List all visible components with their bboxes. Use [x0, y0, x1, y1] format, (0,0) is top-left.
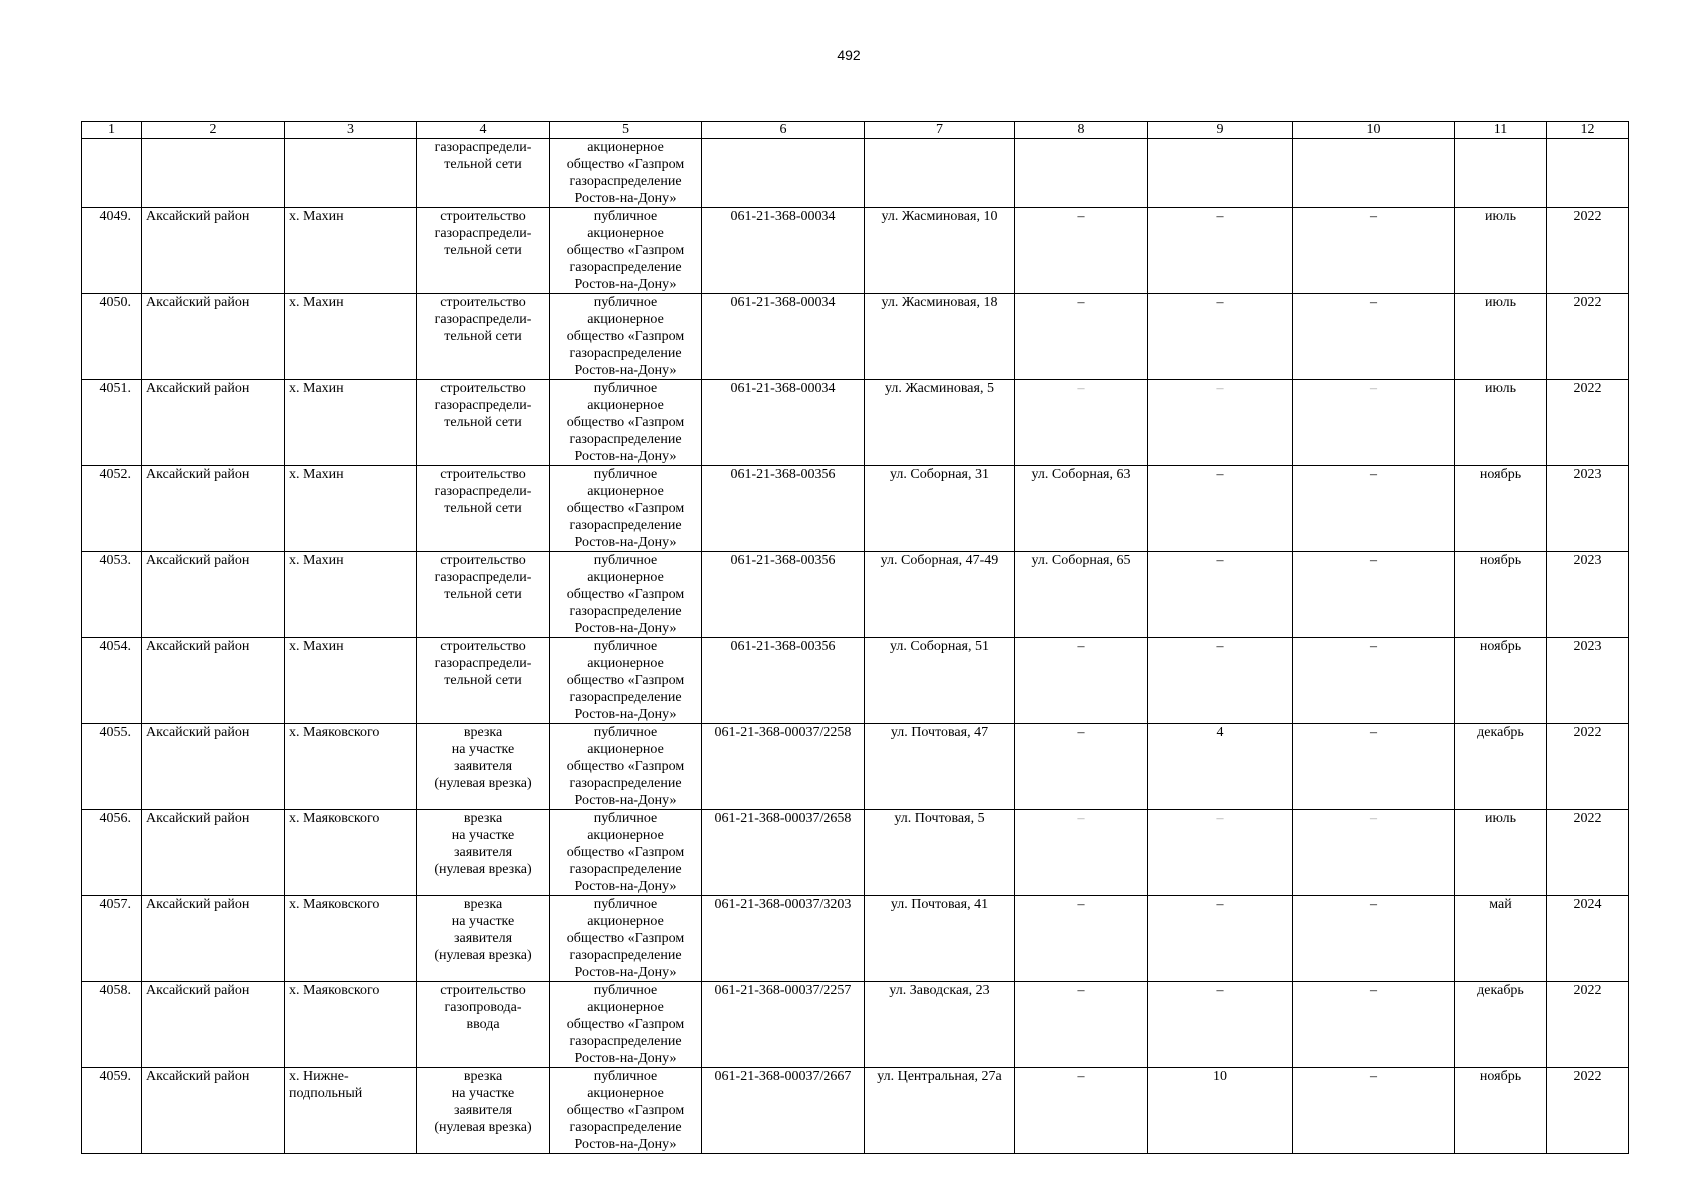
work-type-cell: строительство газораспредели- тельной сети — [417, 466, 550, 552]
count-cell: – — [1148, 896, 1293, 982]
row-number-cell: 4053. — [82, 552, 142, 638]
row-number-cell: 4059. — [82, 1068, 142, 1154]
col-10-cell: – — [1293, 896, 1455, 982]
row-number-cell: 4056. — [82, 810, 142, 896]
month-cell: июль — [1455, 294, 1547, 380]
district-cell: Аксайский район — [142, 466, 285, 552]
settlement-cell: х. Махин — [285, 466, 417, 552]
year-cell: 2022 — [1547, 810, 1629, 896]
contract-number-cell: 061-21-368-00037/2658 — [702, 810, 865, 896]
district-cell: Аксайский район — [142, 724, 285, 810]
contract-number-cell: 061-21-368-00356 — [702, 552, 865, 638]
work-type-cell: строительство газораспредели- тельной сети — [417, 380, 550, 466]
col-10-cell: – — [1293, 552, 1455, 638]
address-cell: ул. Соборная, 31 — [865, 466, 1015, 552]
work-type-cell: врезка на участке заявителя (нулевая врезка) — [417, 810, 550, 896]
table-row — [82, 294, 1629, 380]
col-10-cell: – — [1293, 294, 1455, 380]
count-cell: – — [1148, 810, 1293, 896]
address-cell: ул. Почтовая, 5 — [865, 810, 1015, 896]
settlement-cell: х. Маяковского — [285, 810, 417, 896]
count-cell: – — [1148, 638, 1293, 724]
row-number-cell: 4050. — [82, 294, 142, 380]
district-cell: Аксайский район — [142, 294, 285, 380]
settlement-cell: х. Махин — [285, 638, 417, 724]
address-2-cell: – — [1015, 810, 1148, 896]
continuation-row — [82, 139, 1629, 208]
year-cell: 2022 — [1547, 380, 1629, 466]
settlement-cell: х. Маяковского — [285, 724, 417, 810]
year-cell: 2023 — [1547, 638, 1629, 724]
district-cell: Аксайский район — [142, 552, 285, 638]
table-row — [82, 638, 1629, 724]
table-row — [82, 724, 1629, 810]
month-cell: ноябрь — [1455, 552, 1547, 638]
row-number-cell: 4052. — [82, 466, 142, 552]
col-10-cell: – — [1293, 724, 1455, 810]
count-cell: 10 — [1148, 1068, 1293, 1154]
col-10-cell: – — [1293, 208, 1455, 294]
col-10-cell: – — [1293, 982, 1455, 1068]
organization-cell: публичное акционерное общество «Газпром газораспределение Ростов-на-Дону» — [550, 466, 702, 552]
column-header: 4 — [417, 122, 550, 139]
month-cell: май — [1455, 896, 1547, 982]
address-2-cell: – — [1015, 724, 1148, 810]
column-header: 5 — [550, 122, 702, 139]
table-row — [82, 208, 1629, 294]
column-header: 8 — [1015, 122, 1148, 139]
row-number-cell: 4055. — [82, 724, 142, 810]
row-number-cell: 4054. — [82, 638, 142, 724]
work-type-cell: врезка на участке заявителя (нулевая врезка) — [417, 1068, 550, 1154]
address-2-cell: – — [1015, 208, 1148, 294]
column-header: 10 — [1293, 122, 1455, 139]
organization-cell: публичное акционерное общество «Газпром газораспределение Ростов-на-Дону» — [550, 982, 702, 1068]
contract-number-cell: 061-21-368-00037/2257 — [702, 982, 865, 1068]
column-header: 12 — [1547, 122, 1629, 139]
table-row — [82, 982, 1629, 1068]
organization-cell: публичное акционерное общество «Газпром газораспределение Ростов-на-Дону» — [550, 208, 702, 294]
district-cell: Аксайский район — [142, 638, 285, 724]
month-cell: июль — [1455, 810, 1547, 896]
address-cell: ул. Центральная, 27а — [865, 1068, 1015, 1154]
count-cell: – — [1148, 208, 1293, 294]
contract-number-cell: 061-21-368-00034 — [702, 208, 865, 294]
organization-cell: публичное акционерное общество «Газпром газораспределение Ростов-на-Дону» — [550, 810, 702, 896]
col-10-cell: – — [1293, 380, 1455, 466]
cell — [1148, 139, 1293, 208]
table-row — [82, 552, 1629, 638]
address-2-cell: – — [1015, 896, 1148, 982]
address-cell: ул. Заводская, 23 — [865, 982, 1015, 1068]
work-type-cell: газораспредели- тельной сети — [417, 139, 550, 208]
count-cell: – — [1148, 466, 1293, 552]
year-cell: 2022 — [1547, 724, 1629, 810]
cell — [865, 139, 1015, 208]
column-header: 11 — [1455, 122, 1547, 139]
organization-cell: публичное акционерное общество «Газпром газораспределение Ростов-на-Дону» — [550, 724, 702, 810]
organization-cell: публичное акционерное общество «Газпром газораспределение Ростов-на-Дону» — [550, 380, 702, 466]
count-cell: 4 — [1148, 724, 1293, 810]
cell — [285, 139, 417, 208]
month-cell: июль — [1455, 380, 1547, 466]
address-2-cell: – — [1015, 380, 1148, 466]
address-cell: ул. Соборная, 51 — [865, 638, 1015, 724]
settlement-cell: х. Махин — [285, 208, 417, 294]
work-type-cell: строительство газораспредели- тельной сети — [417, 638, 550, 724]
contract-number-cell: 061-21-368-00356 — [702, 638, 865, 724]
table-row — [82, 466, 1629, 552]
cell — [1015, 139, 1148, 208]
address-cell: ул. Жасминовая, 10 — [865, 208, 1015, 294]
address-2-cell: ул. Соборная, 63 — [1015, 466, 1148, 552]
month-cell: ноябрь — [1455, 466, 1547, 552]
month-cell: июль — [1455, 208, 1547, 294]
contract-number-cell: 061-21-368-00356 — [702, 466, 865, 552]
col-10-cell: – — [1293, 1068, 1455, 1154]
work-type-cell: врезка на участке заявителя (нулевая врезка) — [417, 724, 550, 810]
contract-number-cell: 061-21-368-00037/2258 — [702, 724, 865, 810]
district-cell: Аксайский район — [142, 208, 285, 294]
year-cell: 2022 — [1547, 294, 1629, 380]
column-header: 9 — [1148, 122, 1293, 139]
work-type-cell: строительство газораспредели- тельной сети — [417, 208, 550, 294]
cell — [1293, 139, 1455, 208]
row-number-cell: 4051. — [82, 380, 142, 466]
organization-cell: публичное акционерное общество «Газпром газораспределение Ростов-на-Дону» — [550, 638, 702, 724]
table-row — [82, 380, 1629, 466]
count-cell: – — [1148, 294, 1293, 380]
row-number-cell: 4058. — [82, 982, 142, 1068]
year-cell: 2024 — [1547, 896, 1629, 982]
district-cell: Аксайский район — [142, 982, 285, 1068]
settlement-cell: х. Махин — [285, 294, 417, 380]
district-cell: Аксайский район — [142, 1068, 285, 1154]
col-10-cell: – — [1293, 466, 1455, 552]
contract-number-cell: 061-21-368-00037/2667 — [702, 1068, 865, 1154]
year-cell: 2022 — [1547, 1068, 1629, 1154]
contract-number-cell: 061-21-368-00034 — [702, 294, 865, 380]
organization-cell: акционерное общество «Газпром газораспределение Ростов-на-Дону» — [550, 139, 702, 208]
year-cell: 2023 — [1547, 552, 1629, 638]
col-10-cell: – — [1293, 810, 1455, 896]
column-number-row — [82, 122, 1629, 139]
table-row — [82, 896, 1629, 982]
address-2-cell: – — [1015, 1068, 1148, 1154]
settlement-cell: х. Маяковского — [285, 982, 417, 1068]
address-2-cell: – — [1015, 638, 1148, 724]
column-header: 7 — [865, 122, 1015, 139]
contract-number-cell: 061-21-368-00034 — [702, 380, 865, 466]
count-cell: – — [1148, 552, 1293, 638]
column-header: 1 — [82, 122, 142, 139]
column-header: 3 — [285, 122, 417, 139]
table-row — [82, 1068, 1629, 1154]
organization-cell: публичное акционерное общество «Газпром газораспределение Ростов-на-Дону» — [550, 896, 702, 982]
settlement-cell: х. Маяковского — [285, 896, 417, 982]
cell — [1547, 139, 1629, 208]
settlement-cell: х. Нижне- подпольный — [285, 1068, 417, 1154]
address-cell: ул. Почтовая, 47 — [865, 724, 1015, 810]
cell — [702, 139, 865, 208]
settlement-cell: х. Махин — [285, 552, 417, 638]
address-2-cell: ул. Соборная, 65 — [1015, 552, 1148, 638]
work-type-cell: строительство газопровода- ввода — [417, 982, 550, 1068]
work-type-cell: строительство газораспредели- тельной сети — [417, 294, 550, 380]
district-cell: Аксайский район — [142, 380, 285, 466]
year-cell: 2023 — [1547, 466, 1629, 552]
month-cell: ноябрь — [1455, 1068, 1547, 1154]
cell — [1455, 139, 1547, 208]
count-cell: – — [1148, 380, 1293, 466]
organization-cell: публичное акционерное общество «Газпром газораспределение Ростов-на-Дону» — [550, 294, 702, 380]
row-number-cell: 4049. — [82, 208, 142, 294]
contract-number-cell: 061-21-368-00037/3203 — [702, 896, 865, 982]
month-cell: ноябрь — [1455, 638, 1547, 724]
organization-cell: публичное акционерное общество «Газпром газораспределение Ростов-на-Дону» — [550, 552, 702, 638]
page-number: 492 — [837, 47, 861, 63]
month-cell: декабрь — [1455, 724, 1547, 810]
count-cell: – — [1148, 982, 1293, 1068]
work-type-cell: строительство газораспредели- тельной сети — [417, 552, 550, 638]
cell — [82, 139, 142, 208]
address-2-cell: – — [1015, 294, 1148, 380]
row-number-cell: 4057. — [82, 896, 142, 982]
settlement-cell: х. Махин — [285, 380, 417, 466]
year-cell: 2022 — [1547, 208, 1629, 294]
month-cell: декабрь — [1455, 982, 1547, 1068]
work-type-cell: врезка на участке заявителя (нулевая врезка) — [417, 896, 550, 982]
district-cell: Аксайский район — [142, 810, 285, 896]
year-cell: 2022 — [1547, 982, 1629, 1068]
gas-network-table — [81, 121, 1629, 1154]
address-cell: ул. Почтовая, 41 — [865, 896, 1015, 982]
district-cell: Аксайский район — [142, 896, 285, 982]
column-header: 2 — [142, 122, 285, 139]
table-row — [82, 810, 1629, 896]
col-10-cell: – — [1293, 638, 1455, 724]
column-header: 6 — [702, 122, 865, 139]
address-2-cell: – — [1015, 982, 1148, 1068]
organization-cell: публичное акционерное общество «Газпром газораспределение Ростов-на-Дону» — [550, 1068, 702, 1154]
cell — [142, 139, 285, 208]
address-cell: ул. Жасминовая, 5 — [865, 380, 1015, 466]
address-cell: ул. Жасминовая, 18 — [865, 294, 1015, 380]
address-cell: ул. Соборная, 47-49 — [865, 552, 1015, 638]
